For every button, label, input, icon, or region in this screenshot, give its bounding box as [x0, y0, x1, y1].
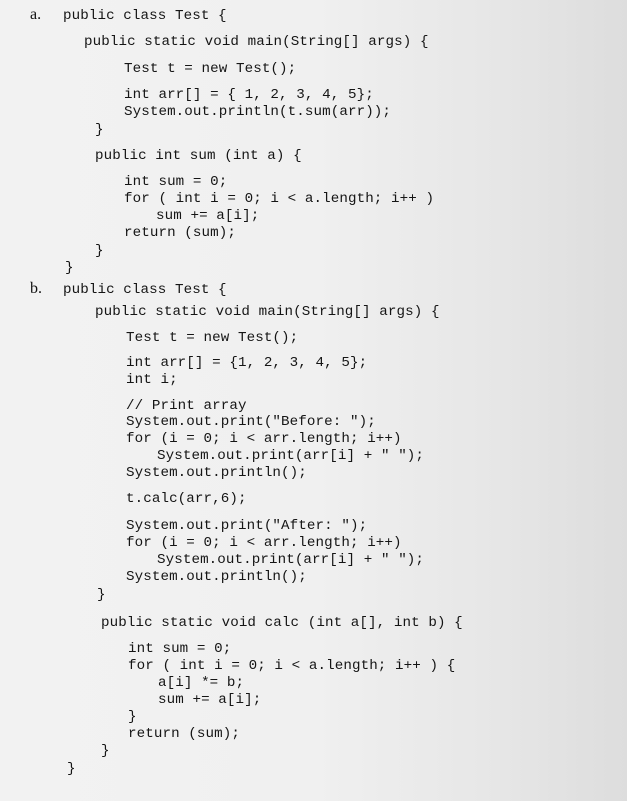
code-line: }	[65, 260, 74, 276]
code-line: a[i] *= b;	[158, 675, 245, 691]
code-line: }	[97, 587, 106, 603]
code-line: t.calc(arr,6);	[126, 491, 247, 507]
code-line: return (sum);	[124, 225, 236, 241]
code-line: public int sum (int a) {	[95, 148, 302, 164]
code-line: System.out.println();	[126, 569, 307, 585]
code-line: Test t = new Test();	[124, 61, 297, 77]
code-line: public class Test {	[63, 282, 227, 298]
code-line: public static void main(String[] args) {	[84, 34, 429, 50]
code-line: sum += a[i];	[158, 692, 262, 708]
code-line: for (i = 0; i < arr.length; i++)	[126, 535, 402, 551]
code-line: int sum = 0;	[124, 174, 228, 190]
code-line: for ( int i = 0; i < a.length; i++ ) {	[128, 658, 456, 674]
code-line: int arr[] = { 1, 2, 3, 4, 5};	[124, 87, 374, 103]
code-line: System.out.print("Before: ");	[126, 414, 376, 430]
code-line: public class Test {	[63, 8, 227, 24]
code-line: for ( int i = 0; i < a.length; i++ )	[124, 191, 435, 207]
code-line: Test t = new Test();	[126, 330, 299, 346]
code-line: for (i = 0; i < arr.length; i++)	[126, 431, 402, 447]
code-line: public static void main(String[] args) {	[95, 304, 440, 320]
code-line: System.out.print(arr[i] + " ");	[157, 552, 425, 568]
section-a-label: a.	[30, 6, 42, 23]
code-line: }	[67, 761, 76, 777]
code-line: sum += a[i];	[156, 208, 260, 224]
code-line: System.out.println();	[126, 465, 307, 481]
section-b-label: b.	[30, 280, 42, 297]
code-line: System.out.println(t.sum(arr));	[124, 104, 392, 120]
code-line: }	[128, 709, 137, 725]
code-line: System.out.print(arr[i] + " ");	[157, 448, 425, 464]
code-line: return (sum);	[128, 726, 240, 742]
code-line: System.out.print("After: ");	[126, 518, 368, 534]
code-line: }	[95, 243, 104, 259]
code-line: int sum = 0;	[128, 641, 232, 657]
code-line: int arr[] = {1, 2, 3, 4, 5};	[126, 355, 368, 371]
code-line: }	[95, 122, 104, 138]
code-line: public static void calc (int a[], int b) {	[101, 615, 463, 631]
code-line: int i;	[126, 372, 178, 388]
code-line: }	[101, 743, 110, 759]
code-line: // Print array	[126, 398, 247, 414]
